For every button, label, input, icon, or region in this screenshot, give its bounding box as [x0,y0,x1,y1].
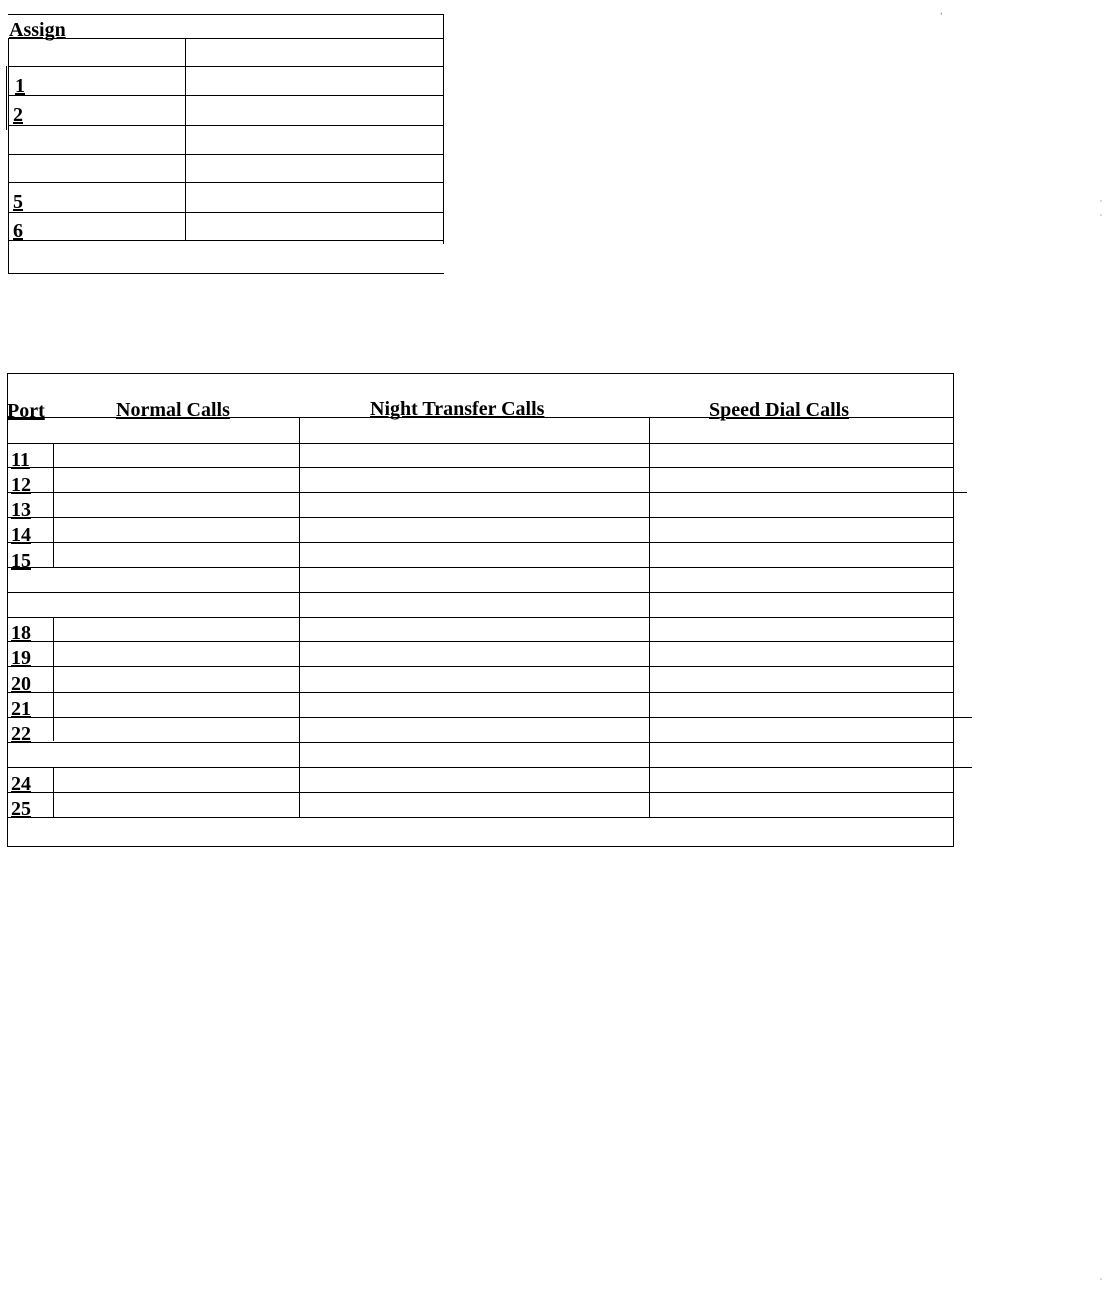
port-row-line [7,717,972,718]
port-table [0,360,1000,860]
port-number: 24 [11,773,31,795]
port-number-divider [53,617,54,741]
assign-value-cell[interactable] [188,68,442,94]
port-number: 22 [11,723,31,745]
port-number: 20 [11,673,31,695]
scan-speck: ‘ [940,11,943,20]
assign-row-number: 1 [15,75,25,97]
port-row-line [7,517,954,518]
port-header-line [7,417,954,418]
port-row-line [7,617,954,618]
port-column-header: Port [7,400,45,422]
port-number: 14 [11,524,31,546]
port-number: 18 [11,622,31,644]
port-row-line [7,567,954,568]
port-column-divider [649,417,650,817]
assign-value-cell[interactable] [188,184,442,211]
port-table-right-border [953,373,954,847]
port-row-line [7,592,954,593]
port-row-line [7,692,954,693]
port-number: 11 [11,449,30,471]
assign-value-cell[interactable] [188,214,442,239]
port-table-top-border [7,373,954,374]
port-row-line-tail [954,767,972,768]
assign-row-line [8,66,444,67]
port-row-line [7,542,954,543]
assign-row-line [8,212,444,213]
port-number: 19 [11,647,31,669]
assign-column-divider [185,38,186,240]
assign-row-line [8,182,444,183]
port-table-left-border [7,373,8,847]
port-row-line [7,467,954,468]
port-column-divider [299,417,300,817]
assign-header-line [8,38,444,39]
port-row-line [7,742,954,743]
assign-table-bottom-border [8,273,444,274]
assign-row-number: 2 [13,104,23,126]
assign-value-cell[interactable] [188,127,442,153]
port-number-divider [53,767,54,817]
assign-row-number: 6 [13,220,23,242]
speed-dial-cell[interactable] [652,445,952,466]
assign-value-cell[interactable] [188,156,442,181]
port-number: 15 [11,550,31,572]
assign-table-left-border [8,38,9,274]
assign-row-line [8,240,444,241]
port-table-bottom-border [7,846,954,847]
normal-calls-cell[interactable] [56,445,298,466]
port-row-line [7,443,954,444]
assign-table [0,0,460,280]
port-row-line [7,492,967,493]
port-row-line [7,792,954,793]
assign-left-tick [6,66,7,130]
assign-value-cell[interactable] [188,97,442,124]
assign-row-line [8,125,444,126]
port-number: 25 [11,798,31,820]
normal-calls-header: Normal Calls [116,399,230,421]
port-number-divider [53,443,54,567]
assign-table-title: Assign [9,19,66,41]
assign-row-number: 5 [13,191,23,213]
assign-table-right-border [443,14,444,244]
assign-row-line [8,154,444,155]
scan-speck: · [1100,211,1103,220]
assign-table-top-border [8,14,444,15]
port-number: 13 [11,499,31,521]
port-row-line [7,641,954,642]
night-transfer-cell[interactable] [302,445,648,466]
scan-speck: · [1100,1275,1103,1284]
port-number: 21 [11,698,31,720]
speed-dial-calls-header: Speed Dial Calls [709,399,850,421]
night-transfer-calls-header: Night Transfer Calls [370,398,545,420]
port-row-line [7,817,954,818]
assign-row-line [8,95,444,96]
port-number: 12 [11,474,31,496]
port-row-line [7,767,954,768]
scan-speck: · [1100,197,1103,206]
port-row-line [7,666,954,667]
